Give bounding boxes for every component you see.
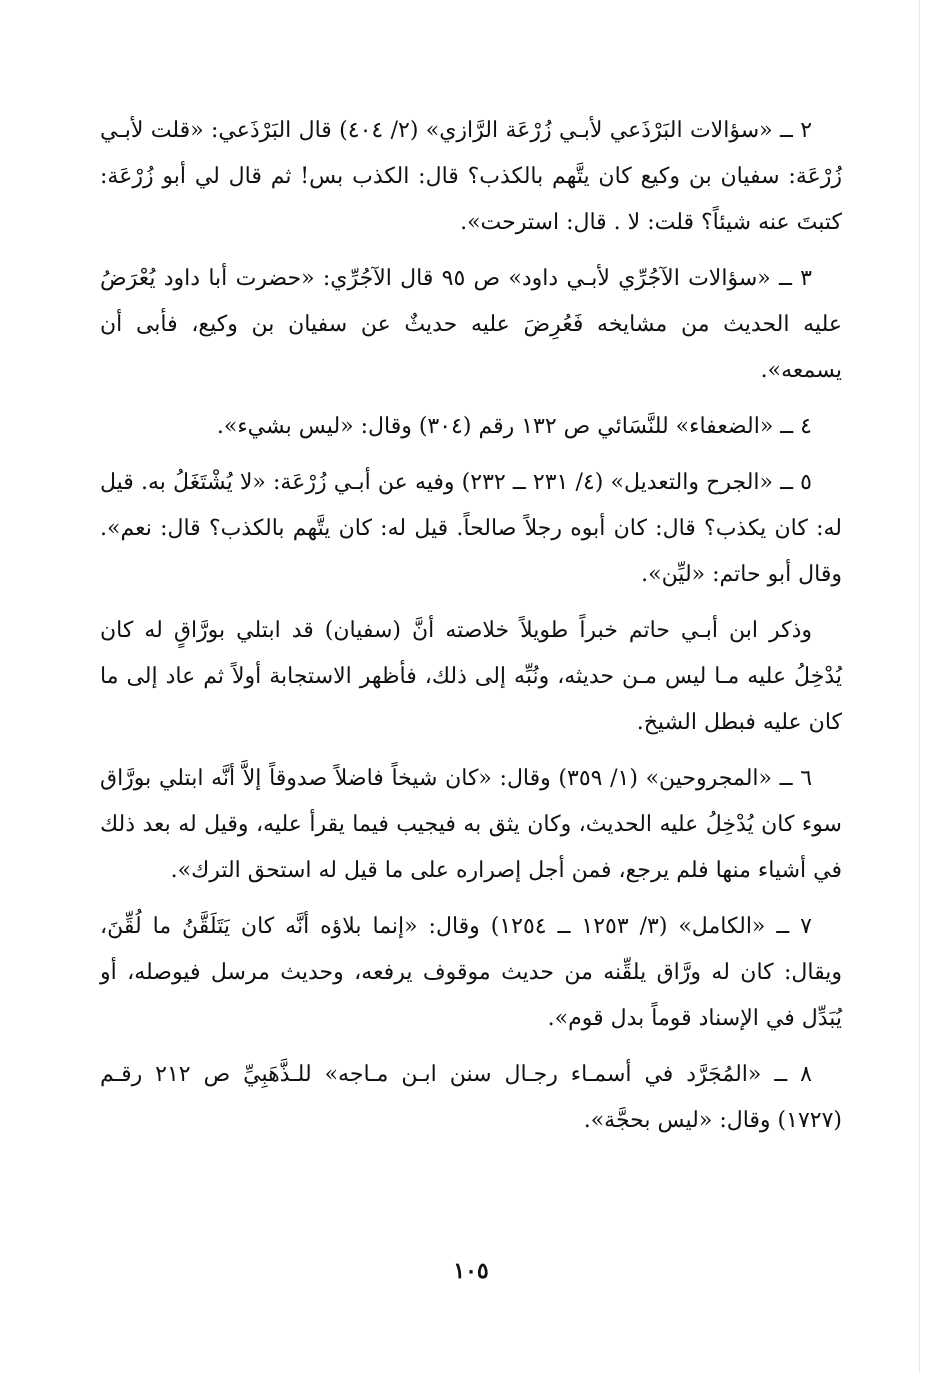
entry-8-mujarrad: ٨ ــ «المُجَرَّد في أسمـاء رجـال سنن ابـن مـاجه» للـذَّهَبِيِّ ص ٢١٢ رقـم (١٧٢٧) وقال: «ليس بحجَّة». <box>100 1062 842 1133</box>
note-ibn-abi-hatim: وذكر ابن أبـي حاتم خبراً طويلاً خلاصته أنَّ (سفيان) قد ابتلي بورَّاقٍ له كان يُدْخِلُ عليه مـا ليس مـن حديثه، ونُبِّه إلى ذلك، فأظهر الاستجابة أولاً ثم عاد إلى ما كان عليه فبطل الشيخ. <box>100 618 842 735</box>
body-text <box>100 108 842 1154</box>
entry-6-majruhin: ٦ ــ «المجروحين» (١/ ٣٥٩) وقال: «كان شيخاً فاضلاً صدوقاً إلاَّ أنَّه ابتلي بورَّاق سوء كان يُدْخِلُ عليه الحديث، وكان يثق به فيجيب فيما يقرأ عليه، وقيل له بعد ذلك في أشياء منها فلم يرجع، فمن أجل إصراره على ما قيل له استحق الترك». <box>100 766 842 883</box>
page-edge-line <box>919 0 920 1373</box>
entry-2-barzai: ٢ ــ «سؤالات البَرْذَعي لأبـي زُرْعَة الرَّازي» (٢/ ٤٠٤) قال البَرْذَعي: «قلت لأبـي زُرْعَة: سفيان بن وكيع كان يتَّهم بالكذب؟ قال: الكذب بس! ثم قال لي أبو زُرْعَة: كتبتَ عنه شيئاً؟ قلت: لا . قال: استرحت». <box>100 118 842 235</box>
entry-4-nasai: ٤ ــ «الضعفاء» للنَّسَائي ص ١٣٢ رقم (٣٠٤) وقال: «ليس بشيء». <box>216 414 812 439</box>
entry-7-kamil: ٧ ــ «الكامل» (٣/ ١٢٥٣ ــ ١٢٥٤) وقال: «إنما بلاؤه أنَّه كان يَتَلَقَّنُ ما لُقِّنَ، ويقال: كان له ورَّاق يلقِّنه من حديث موقوف يرفعه، وحديث مرسل فيوصله، أو يُبَدِّل في الإسناد قوماً بدل قوم». <box>100 914 842 1031</box>
entry-5-jarh-tadil: ٥ ــ «الجرح والتعديل» (٤/ ٢٣١ ــ ٢٣٢) وفيه عن أبـي زُرْعَة: «لا يُشْتَغَلُ به. قيل له: كان يكذب؟ قال: كان أبوه رجلاً صالحاً. قيل له: كان يتَّهم بالكذب؟ قال: نعم». وقال أبو حاتم: «ليِّن». <box>100 470 842 587</box>
page-number: ١٠٥ <box>453 1258 489 1284</box>
entry-3-ajurri: ٣ ــ «سؤالات الآجُرِّي لأبـي داود» ص ٩٥ قال الآجُرِّي: «حضرت أبا داود يُعْرَضُ عليه الحديث من مشايخه فَعُرِضَ عليه حديثٌ عن سفيان بن وكيع، فأبى أن يسمعه». <box>100 266 842 383</box>
